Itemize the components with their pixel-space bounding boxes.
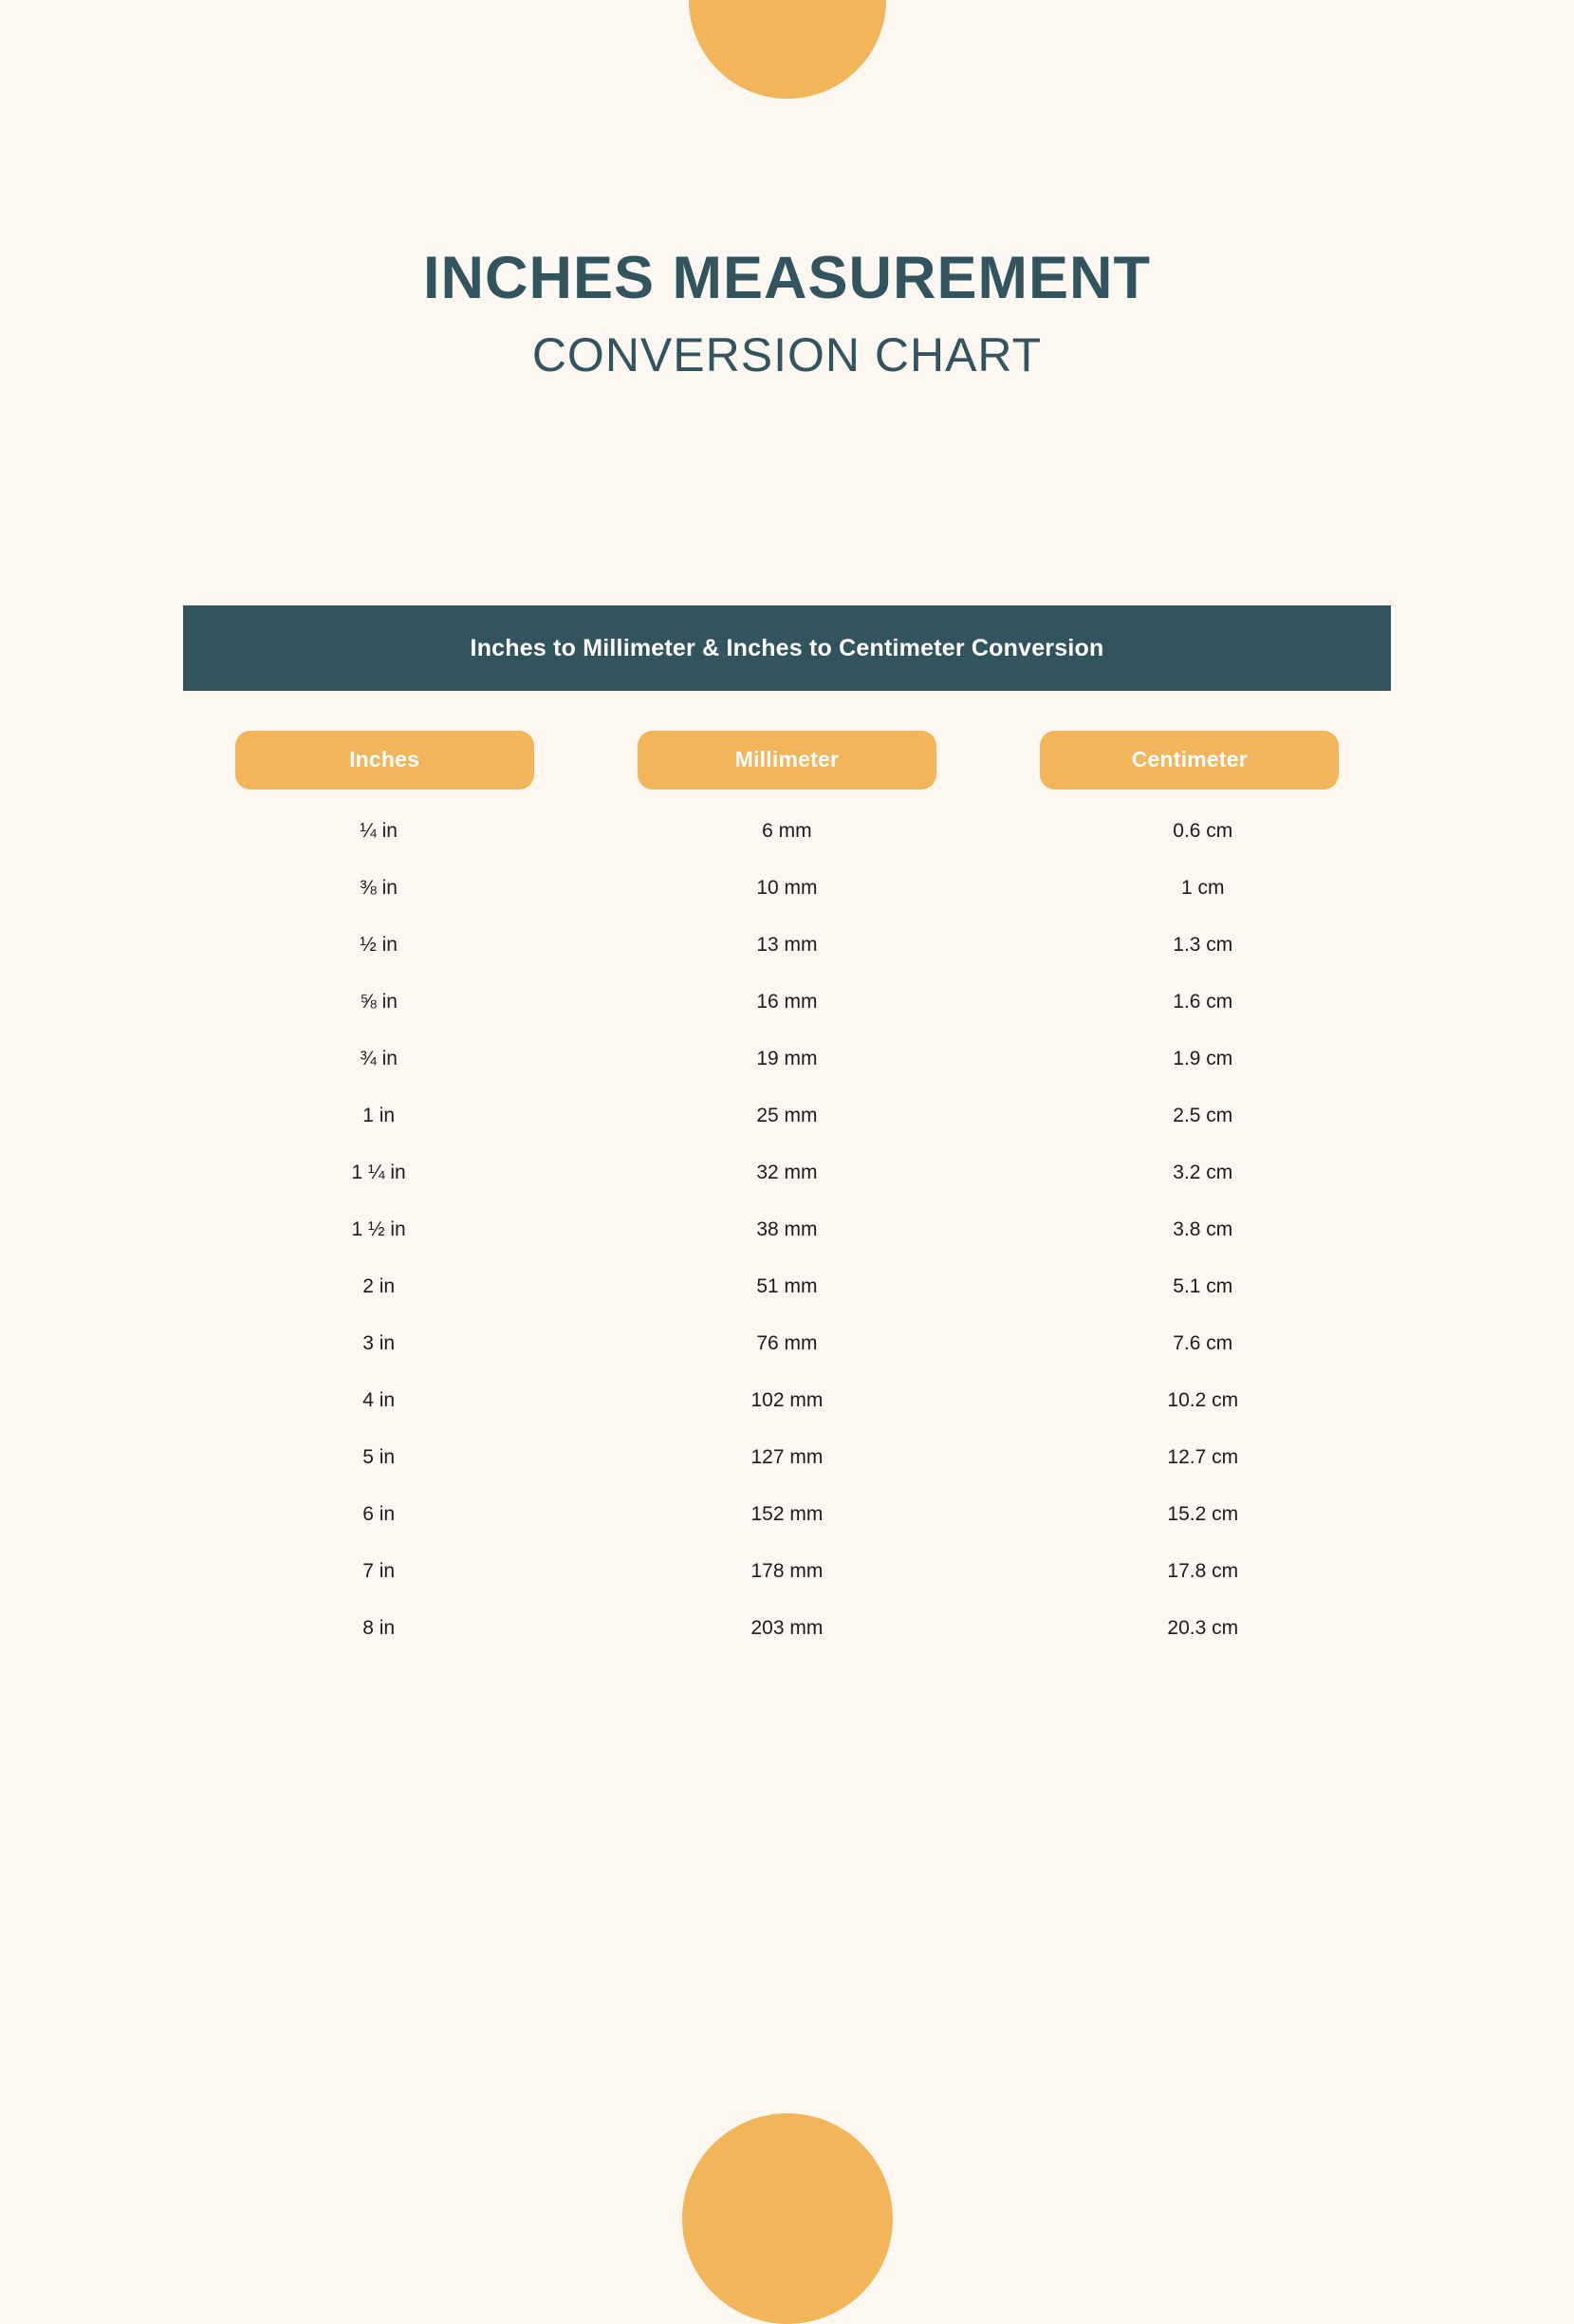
cell-centimeter — [989, 1315, 1391, 1372]
cell-inches-value: 5 in — [362, 1446, 396, 1468]
cell-centimeter-value: 1.9 cm — [1173, 1048, 1233, 1069]
cell-millimeter — [585, 974, 988, 1031]
decorative-circle-top-icon — [689, 0, 886, 99]
cell-centimeter — [989, 1543, 1391, 1600]
table-row — [183, 1031, 1391, 1088]
cell-centimeter — [989, 1372, 1391, 1429]
cell-centimeter-value: 17.8 cm — [1167, 1560, 1239, 1582]
table-row — [183, 1315, 1391, 1372]
cell-inches — [183, 1088, 585, 1144]
cell-millimeter — [585, 1258, 988, 1315]
cell-inches — [183, 1372, 585, 1429]
cell-millimeter-value: 178 mm — [750, 1560, 824, 1582]
cell-centimeter-value: 20.3 cm — [1167, 1617, 1239, 1639]
cell-millimeter-value: 6 mm — [762, 820, 812, 842]
cell-centimeter — [989, 1144, 1391, 1201]
cell-inches-value: ⅝ in — [360, 991, 398, 1013]
table-row — [183, 1088, 1391, 1144]
cell-centimeter — [989, 917, 1391, 974]
cell-millimeter-value: 203 mm — [750, 1617, 824, 1639]
column-header-inches — [183, 731, 585, 803]
cell-millimeter — [585, 1315, 988, 1372]
cell-inches-value: ¼ in — [360, 820, 398, 842]
cell-millimeter — [585, 803, 988, 860]
cell-inches — [183, 1258, 585, 1315]
cell-inches — [183, 803, 585, 860]
cell-inches — [183, 917, 585, 974]
cell-millimeter-value: 127 mm — [750, 1446, 824, 1468]
cell-centimeter — [989, 974, 1391, 1031]
cell-inches — [183, 974, 585, 1031]
cell-centimeter — [989, 1600, 1391, 1657]
cell-inches-value: 3 in — [362, 1332, 396, 1354]
page-title-block — [0, 247, 1574, 383]
table-row — [183, 974, 1391, 1031]
page-subtitle: CONVERSION CHART — [531, 328, 1043, 382]
table-row — [183, 917, 1391, 974]
table-row — [183, 1486, 1391, 1543]
cell-inches — [183, 1144, 585, 1201]
cell-centimeter-value: 3.8 cm — [1173, 1218, 1233, 1240]
table-row — [183, 1600, 1391, 1657]
table-row — [183, 1543, 1391, 1600]
cell-millimeter-value: 19 mm — [756, 1048, 818, 1069]
column-header-millimeter — [585, 731, 988, 803]
conversion-table — [183, 731, 1391, 1657]
cell-inches-value: ¾ in — [360, 1048, 398, 1069]
cell-centimeter-value: 5.1 cm — [1173, 1275, 1233, 1297]
cell-millimeter-value: 16 mm — [756, 991, 818, 1013]
cell-centimeter-value: 7.6 cm — [1173, 1332, 1233, 1354]
cell-millimeter — [585, 1031, 988, 1088]
conversion-table-wrapper — [183, 731, 1391, 1657]
cell-millimeter — [585, 1429, 988, 1486]
table-row — [183, 1144, 1391, 1201]
cell-centimeter — [989, 860, 1391, 917]
cell-millimeter-value: 10 mm — [756, 877, 818, 899]
cell-centimeter — [989, 803, 1391, 860]
cell-inches — [183, 1486, 585, 1543]
cell-inches — [183, 1201, 585, 1258]
cell-inches-value: 8 in — [362, 1617, 396, 1639]
column-header-centimeter-label: Centimeter — [1040, 731, 1339, 790]
cell-inches-value: 1 ½ in — [351, 1218, 406, 1240]
cell-millimeter — [585, 1372, 988, 1429]
cell-millimeter-value: 38 mm — [756, 1218, 818, 1240]
table-header-row — [183, 731, 1391, 803]
table-row — [183, 860, 1391, 917]
table-row — [183, 1429, 1391, 1486]
cell-millimeter — [585, 1486, 988, 1543]
column-header-centimeter — [989, 731, 1391, 803]
cell-inches — [183, 1429, 585, 1486]
cell-inches-value: 6 in — [362, 1503, 396, 1525]
cell-centimeter-value: 2.5 cm — [1173, 1105, 1233, 1126]
cell-centimeter-value: 1.3 cm — [1173, 934, 1233, 956]
cell-centimeter — [989, 1258, 1391, 1315]
cell-centimeter-value: 12.7 cm — [1167, 1446, 1239, 1468]
cell-inches-value: 7 in — [362, 1560, 396, 1582]
cell-centimeter — [989, 1088, 1391, 1144]
cell-centimeter-value: 1 cm — [1181, 877, 1225, 899]
cell-inches-value: 1 ¼ in — [351, 1162, 406, 1183]
cell-millimeter — [585, 917, 988, 974]
section-header-label: Inches to Millimeter & Inches to Centimeter Conversion — [470, 634, 1104, 661]
cell-inches-value: 2 in — [362, 1275, 396, 1297]
table-row — [183, 803, 1391, 860]
cell-millimeter-value: 152 mm — [750, 1503, 824, 1525]
cell-inches — [183, 1031, 585, 1088]
cell-centimeter — [989, 1201, 1391, 1258]
cell-millimeter — [585, 1201, 988, 1258]
table-row — [183, 1372, 1391, 1429]
page-title: INCHES MEASUREMENT — [422, 245, 1152, 311]
cell-millimeter — [585, 860, 988, 917]
cell-inches-value: 4 in — [362, 1389, 396, 1411]
cell-inches-value: 1 in — [362, 1105, 396, 1126]
cell-centimeter-value: 0.6 cm — [1173, 820, 1233, 842]
cell-centimeter — [989, 1031, 1391, 1088]
table-head — [183, 731, 1391, 803]
column-header-inches-label: Inches — [235, 731, 534, 790]
cell-millimeter-value: 51 mm — [756, 1275, 818, 1297]
table-row — [183, 1258, 1391, 1315]
cell-inches — [183, 1543, 585, 1600]
cell-millimeter-value: 76 mm — [756, 1332, 818, 1354]
cell-millimeter — [585, 1543, 988, 1600]
cell-millimeter — [585, 1600, 988, 1657]
column-header-millimeter-label: Millimeter — [638, 731, 936, 790]
table-body — [183, 803, 1391, 1657]
section-header-band — [183, 605, 1391, 691]
cell-centimeter-value: 3.2 cm — [1173, 1162, 1233, 1183]
cell-inches — [183, 1600, 585, 1657]
cell-millimeter — [585, 1088, 988, 1144]
cell-inches — [183, 1315, 585, 1372]
cell-millimeter-value: 25 mm — [756, 1105, 818, 1126]
cell-millimeter-value: 102 mm — [750, 1389, 824, 1411]
cell-millimeter — [585, 1144, 988, 1201]
cell-inches-value: ½ in — [360, 934, 398, 956]
cell-centimeter — [989, 1486, 1391, 1543]
cell-millimeter-value: 32 mm — [756, 1162, 818, 1183]
cell-centimeter — [989, 1429, 1391, 1486]
cell-centimeter-value: 15.2 cm — [1167, 1503, 1239, 1525]
cell-centimeter-value: 10.2 cm — [1167, 1389, 1239, 1411]
decorative-circle-bottom-icon — [682, 2113, 893, 2324]
cell-inches — [183, 860, 585, 917]
cell-inches-value: ⅜ in — [360, 877, 398, 899]
cell-millimeter-value: 13 mm — [756, 934, 818, 956]
cell-centimeter-value: 1.6 cm — [1173, 991, 1233, 1013]
table-row — [183, 1201, 1391, 1258]
